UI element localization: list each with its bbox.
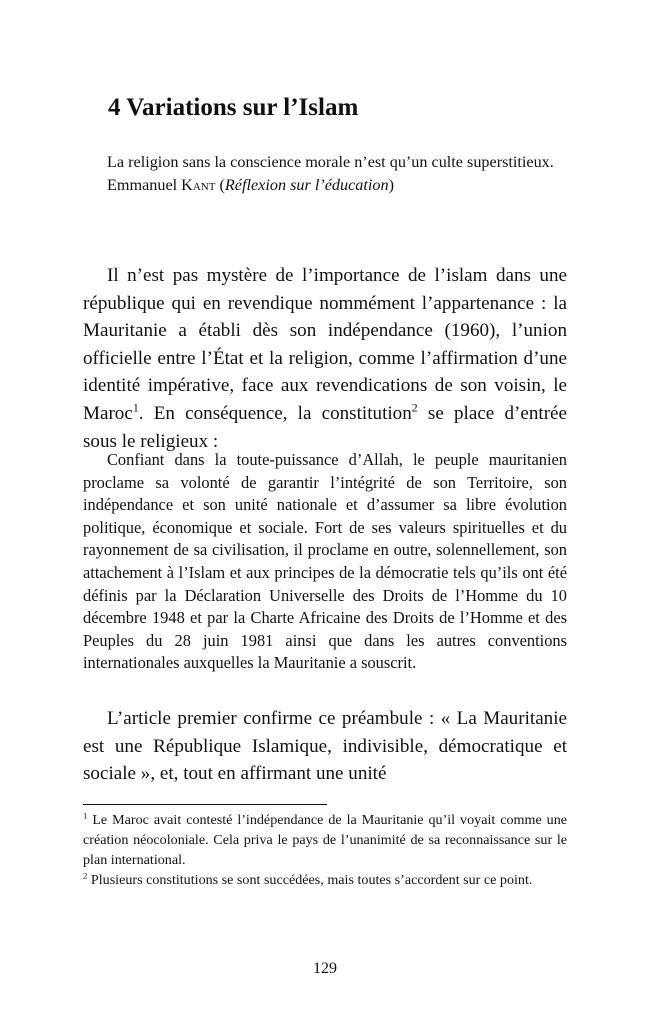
footnote-1-text: Le Maroc avait contesté l’indépendance de la Mauritanie qu’il voyait comme une création néocoloniale. Cela priva le pays de l’unanimité de sa reconnaissance sur le plan international. [83, 812, 567, 868]
footnote-reference-2: 2 [411, 400, 418, 415]
epigraph-work-title: Réflexion sur l’éducation [224, 175, 389, 194]
footnote-1 [83, 810, 567, 870]
paragraph-1-text-c: se place d’entrée sous le religieux : [83, 402, 567, 452]
chapter-title: 4 Variations sur l’Islam [108, 94, 359, 121]
footnote-2-number: 2 [83, 870, 88, 881]
paragraph-1-text-a: Il n’est pas mystère de l’importance de l’islam dans une république qui en revendique nommément l’appartenance : la Mauritanie a établi dès son indépendance (1960), l’union officielle entre l’État et la religion, comme l’affirmation d’une identité impérative, face aux revendications de son voisin, le Maroc [83, 265, 567, 424]
page-number: 129 [313, 960, 337, 977]
epigraph-attribution [83, 174, 567, 197]
constitution-quote: Confiant dans la toute-puissance d’Allah, le peuple mauritanien proclame sa volonté de garantir l’intégrité de son Territoire, son indépendance et son unité nationale et d’assumer sa libre évolution politique, économique et sociale. Fort de ses valeurs spirituelles et du rayonnement de sa civilisation, il proclame en outre, solennellement, son attachement à l’Islam et aux principes de la démocratie tels qu’ils ont été définis par la Déclaration Universelle des Droits de l’Homme du 10 décembre 1948 et par la Charte Africaine des Droits de l’Homme et des Peuples du 28 juin 1981 ainsi que dans les autres conventions internationales auxquelles la Mauritanie a souscrit. [83, 450, 567, 673]
footnotes [83, 810, 567, 890]
footnote-2 [83, 870, 567, 890]
footnote-reference-1: 1 [132, 400, 139, 415]
body-paragraph-1 [83, 262, 567, 455]
footnote-2-text: Plusieurs constitutions se sont succédées, mais toutes s’accordent sur ce point. [87, 872, 533, 888]
paragraph-1-text-b: . En conséquence, la constitution [138, 402, 412, 424]
epigraph-author-last-name: Kant [181, 175, 216, 194]
epigraph-close-paren: ) [388, 175, 394, 194]
footnote-1-number: 1 [83, 810, 88, 821]
epigraph [83, 151, 567, 196]
book-page [83, 0, 567, 1035]
epigraph-open-paren: ( [219, 175, 225, 194]
epigraph-quote: La religion sans la conscience morale n’est qu’un culte superstitieux. [107, 153, 554, 171]
epigraph-author-first-name: Emmanuel [107, 175, 178, 194]
footnote-separator [83, 804, 327, 805]
body-paragraph-2: L’article premier confirme ce préambule : « La Mauritanie est une République Islamique, indivisible, démocratique et sociale », et, tout en affirmant une unité [83, 708, 567, 785]
